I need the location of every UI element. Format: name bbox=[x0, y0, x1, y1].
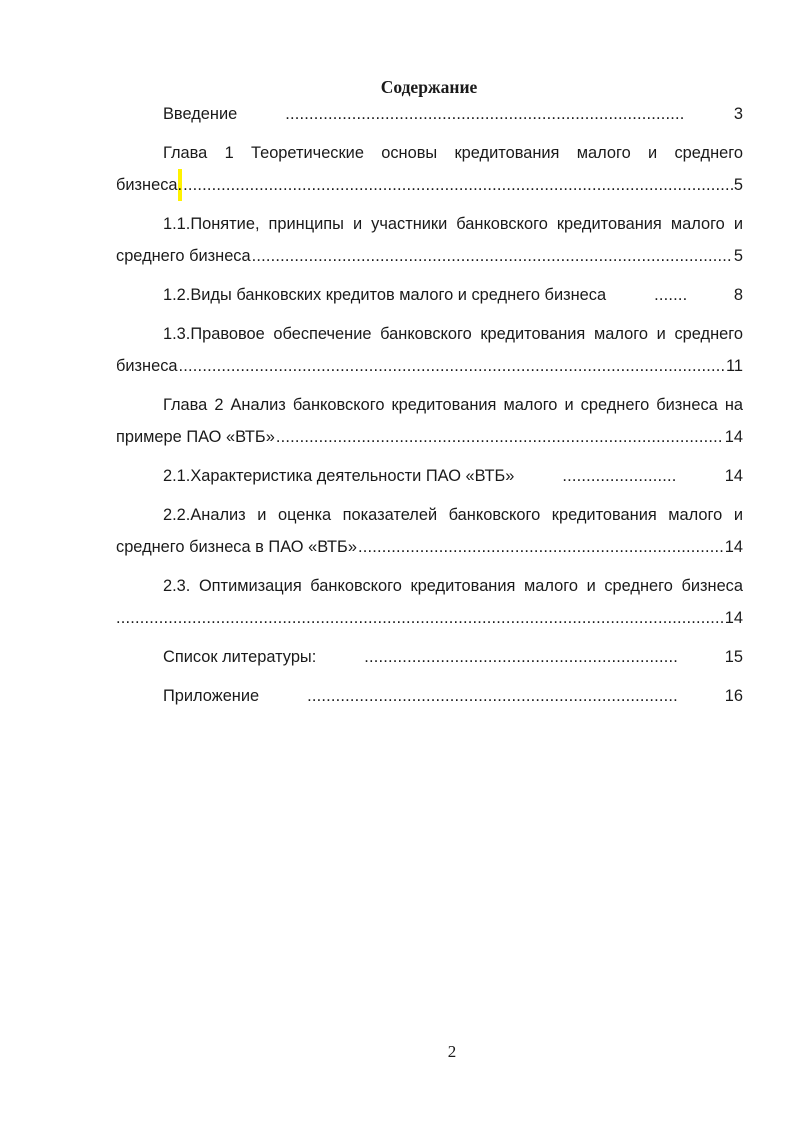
dot-leader bbox=[358, 531, 724, 563]
toc-page-number: 15 bbox=[724, 648, 743, 666]
toc-entry-text: Список литературы: bbox=[163, 648, 317, 666]
toc-entry-chapter-1[interactable] bbox=[116, 137, 743, 201]
toc-entry-text-cont: бизнеса bbox=[116, 176, 178, 194]
toc-page-number: 5 bbox=[733, 247, 743, 265]
dot-leader bbox=[317, 641, 676, 673]
toc-page-number: 14 bbox=[724, 538, 743, 556]
dot-leader bbox=[252, 240, 733, 272]
dot-leader bbox=[116, 602, 724, 634]
toc-entry-introduction[interactable] bbox=[116, 98, 743, 130]
toc-entry-text: 1.1.Понятие, принципы и участники банковского кредитования малого и bbox=[163, 215, 743, 233]
toc-entry-text: Глава 1 Теоретические основы кредитования малого и среднего bbox=[163, 144, 743, 162]
toc-entry-appendix[interactable] bbox=[116, 680, 743, 712]
dot-leader bbox=[607, 279, 686, 311]
toc-entry-text-cont: бизнеса bbox=[116, 357, 178, 375]
toc-page-number: 3 bbox=[733, 105, 743, 123]
dot-leader bbox=[515, 460, 676, 492]
dot-leader bbox=[238, 98, 686, 130]
toc-entry-bibliography[interactable] bbox=[116, 641, 743, 673]
toc-page-number: 11 bbox=[725, 357, 743, 375]
toc-entry-text: Приложение bbox=[163, 687, 260, 705]
toc-entry-text-cont: среднего бизнеса bbox=[116, 247, 251, 265]
toc-entry-section-2-2[interactable] bbox=[116, 499, 743, 563]
table-of-contents bbox=[116, 98, 743, 719]
toc-entry-text: 1.2.Виды банковских кредитов малого и среднего бизнеса bbox=[163, 286, 607, 304]
dot-leader bbox=[179, 350, 725, 382]
highlight-mark: . bbox=[178, 169, 183, 201]
toc-entry-text: 2.2.Анализ и оценка показателей банковского кредитования малого и bbox=[163, 506, 743, 524]
dot-leader bbox=[183, 169, 733, 201]
toc-entry-text: Введение bbox=[163, 105, 238, 123]
toc-page-number: 8 bbox=[733, 286, 743, 304]
page-number: 2 bbox=[447, 1042, 457, 1061]
toc-page-number: 16 bbox=[724, 687, 743, 705]
toc-entry-section-2-3[interactable] bbox=[116, 570, 743, 634]
toc-page-number: 14 bbox=[724, 467, 743, 485]
toc-entry-section-2-1[interactable] bbox=[116, 460, 743, 492]
toc-title: Содержание bbox=[380, 77, 478, 97]
dot-leader bbox=[260, 680, 677, 712]
toc-entry-chapter-2[interactable] bbox=[116, 389, 743, 453]
toc-entry-text: 2.1.Характеристика деятельности ПАО «ВТБ» bbox=[163, 467, 515, 485]
toc-page-number: 14 bbox=[724, 609, 743, 627]
toc-entry-text-cont: примере ПАО «ВТБ» bbox=[116, 428, 275, 446]
toc-entry-text: Глава 2 Анализ банковского кредитования малого и среднего бизнеса на bbox=[163, 396, 743, 414]
toc-entry-section-1-3[interactable] bbox=[116, 318, 743, 382]
toc-entry-text: 1.3.Правовое обеспечение банковского кредитования малого и среднего bbox=[163, 325, 743, 343]
toc-entry-text-cont: среднего бизнеса в ПАО «ВТБ» bbox=[116, 538, 357, 556]
toc-entry-section-1-1[interactable] bbox=[116, 208, 743, 272]
dot-leader bbox=[276, 421, 724, 453]
toc-entry-section-1-2[interactable] bbox=[116, 279, 743, 311]
toc-page-number: 5 bbox=[733, 176, 743, 194]
toc-page-number: 14 bbox=[724, 428, 743, 446]
toc-entry-text: 2.3. Оптимизация банковского кредитования малого и среднего бизнеса bbox=[163, 577, 743, 595]
